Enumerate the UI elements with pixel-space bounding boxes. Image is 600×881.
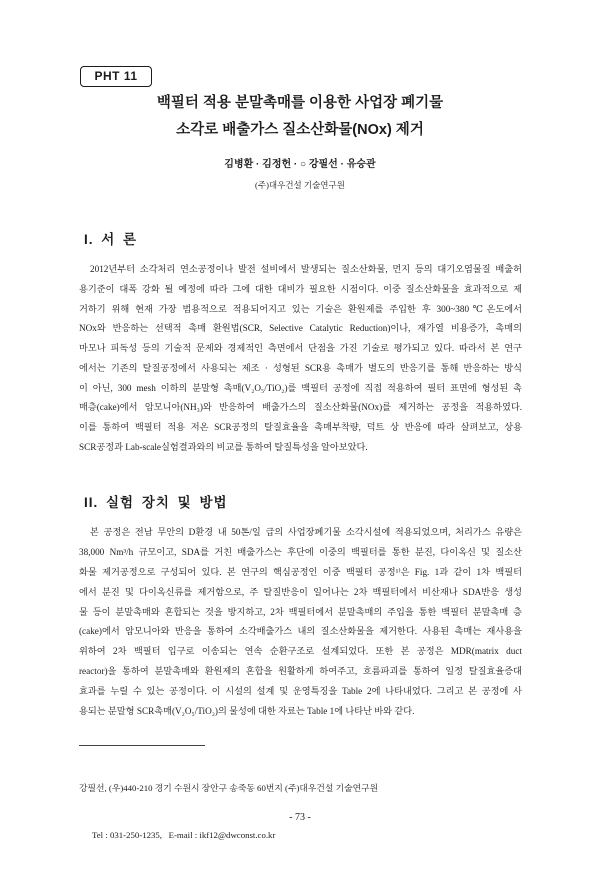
title-line-2: 소각로 배출가스 질소산화물(NOx) 제거 <box>176 122 424 138</box>
text-line: 위하여 2차 백필터 입구로 이송되는 연속 순환구조로 설계되었다. 또한 본 공정은 MDR(matrix duct <box>79 646 522 657</box>
text-line: 본 공정은 전남 무안의 D환경 내 50톤/일 급의 사업장폐기물 소각시설에 적용되었으며, 처리가스 유량은 <box>90 527 522 537</box>
text-line: (cake)에서 암모니아와 반응을 통하여 소각배출가스 내의 질소산화물을 제거한다. 사용된 촉매는 재사용을 <box>79 626 522 637</box>
methods-paragraph <box>79 523 522 722</box>
footnote-contact: Tel : 031-250-1235, E-mail : ikf12@dwconst.co.kr <box>92 829 276 840</box>
session-tag: PHT 11 <box>80 66 152 87</box>
text-line: 화물 제거공정으로 구성되어 있다. 본 연구의 핵심공정인 이중 백필터 공정¹⁾은 Fig. 1과 같이 1차 백필터 <box>79 566 522 577</box>
page-number: - 73 - <box>289 812 311 823</box>
footnote-address: 강필선, (우)440-210 경기 수원시 장안구 송죽동 60번지 (주)대우건설 기술연구원 <box>79 783 379 793</box>
section-heading-introduction: I. 서 론 <box>84 232 138 247</box>
text-line: 에서 분진 및 다이옥신류를 제거함으로, 주 탈질반응이 일어나는 2차 백필터에서 비산재나 SDA반응 생성 <box>79 586 522 597</box>
text-line: NOx와 반응하는 선택적 촉매 환원법(SCR, Selective Catalytic Reduction)이나, 재가열 비용증가, 촉매의 <box>79 323 522 334</box>
text-line: 효과를 누릴 수 있는 공정이다. 이 시설의 설계 및 운영특징을 Table 2에 나타내었다. 그리고 본 공정에 사 <box>79 686 522 697</box>
text-line: SCR공정과 Lab-scale실험결과와의 비교를 통하여 탈질특성을 알아보았다. <box>79 441 368 452</box>
section-heading-methods: II. 실험 장치 및 방법 <box>84 495 228 510</box>
text-line: 물 등이 분말촉매와 혼합되는 것을 방지하고, 2차 백필터에서 분말촉매의 주입을 통한 백필터 분말촉매 층 <box>79 606 522 617</box>
text-line: 용되는 분말형 SCR촉매(V₂O₅/TiO₂)의 물성에 대한 자료는 Table 1에 나타난 바와 같다. <box>79 706 415 717</box>
text-line: 2012년부터 소각처리 연소공정이나 발전 설비에서 발생되는 질소산화물, 먼지 등의 대기오염물질 배출허 <box>90 264 522 274</box>
affiliation: (주)대우건설 기술연구원 <box>255 180 345 190</box>
author-list: 김병환 · 김정헌 · ○ 강필선 · 유승관 <box>224 159 376 170</box>
footnote-divider <box>79 745 205 746</box>
text-line: 거하기 위해 현재 가장 범용적으로 적용되어지고 있는 기술은 환원제를 주입한 후 300~380℃온도에서 <box>79 303 522 314</box>
text-line: 38,000 Nm³/h 규모이고, SDA를 거친 배출가스는 후단에 이중의 백필터를 통한 분진, 다이옥신 및 질소산 <box>79 546 522 557</box>
text-line: 용기준이 대폭 강화 될 예정에 따라 그에 대한 대비가 필요한 시점이다. 이중 질소산화물을 효과적으로 제 <box>79 283 522 294</box>
text-line: 이를 통하여 백필터 적용 저온 SCR공정의 탈질효율을 촉매부착량, 덕트 상 반응에 따라 살펴보고, 상용 <box>79 422 522 432</box>
text-line: 매층(cake)에서 암모니아(NH₃)와 반응하여 배출가스의 질소산화물(NOx)를 제거하는 공정을 적용하였다. <box>79 402 522 413</box>
title-line-1: 백필터 적용 분말촉매를 이용한 사업장 폐기물 <box>156 95 444 111</box>
text-line: 이 아닌, 300 mesh 이하의 분말형 촉매(V₂O₅/TiO₂)를 백필터 공정에 직접 적용하여 필터 표면에 형성된 촉 <box>79 382 522 393</box>
text-line: 에서는 기존의 탈질공정에서 사용되는 제조 · 성형된 SCR용 촉매가 별도의 반응기를 통해 반응하는 방식 <box>79 362 522 373</box>
paper-title <box>0 90 600 144</box>
text-line: 마모나 피독성 등의 기술적 문제와 경제적인 측면에서 단점을 가진 기술로 평가되고 있다. 따라서 본 연구 <box>79 343 522 353</box>
introduction-paragraph <box>79 260 522 458</box>
text-line: reactor)을 통하여 분말촉매와 환원제의 혼합을 원활하게 하여주고, 흐름파괴를 통하여 일정 탈질효율증대 <box>79 666 522 677</box>
